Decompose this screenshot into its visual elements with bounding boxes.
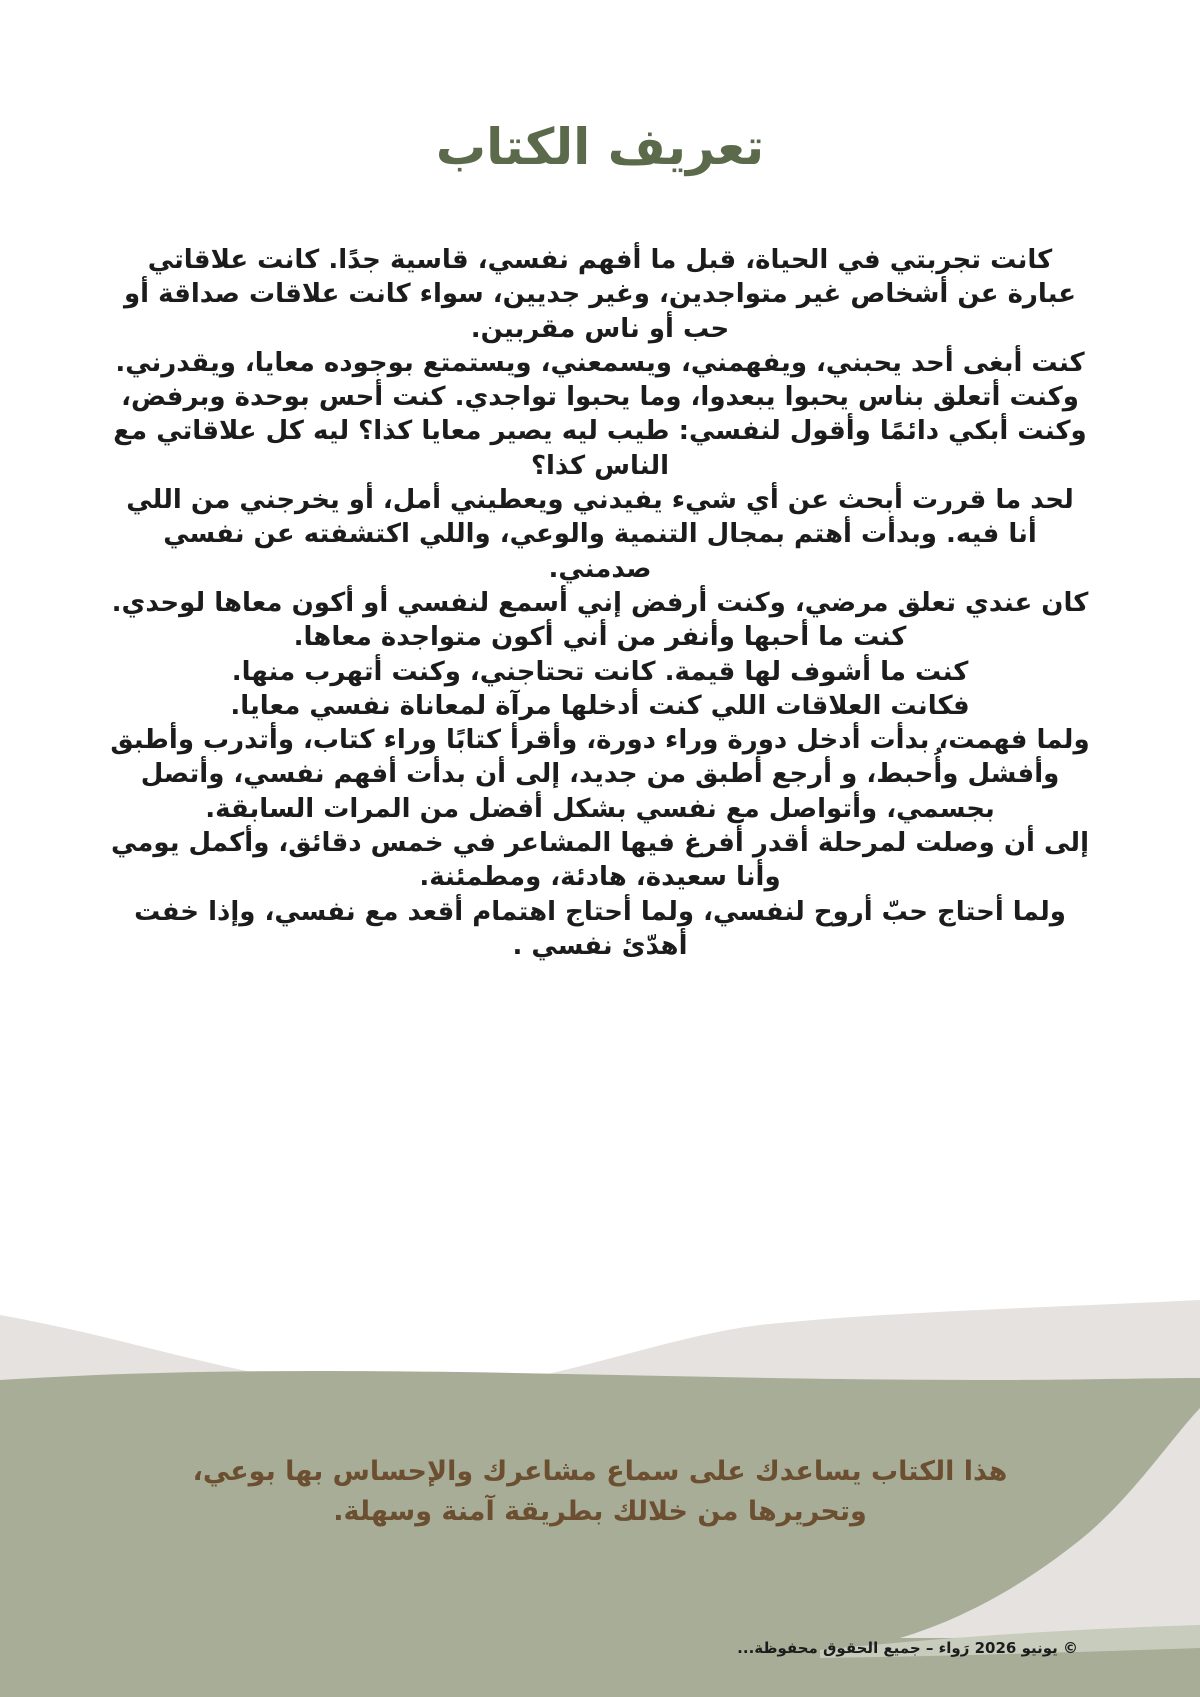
- paragraph-1: كانت تجربتي في الحياة، قبل ما أفهم نفسي، قاسية جدًا. كانت علاقاتي عبارة عن أشخاص غير متواجدين، وغير جديين، سواء كانت علاقات صداقة أو حب أو ناس مقربين.: [123, 245, 1077, 344]
- paragraph-8: إلى أن وصلت لمرحلة أقدر أفرغ فيها المشاعر في خمس دقائق، وأكمل يومي وأنا سعيدة، هادئة، ومطمئنة.: [111, 828, 1089, 893]
- paragraph-9: ولما أحتاج حبّ أروح لنفسي، ولما أحتاج اهتمام أقعد مع نفسي، وإذا خفت أهدّئ نفسي .: [134, 896, 1066, 961]
- copyright-notice: © يونيو 2026 رَواء – جميع الحقوق محفوظة...: [737, 1639, 1078, 1657]
- tagline-line-2: وتحريرها من خلالك بطريقة آمنة وسهلة.: [333, 1496, 867, 1527]
- paragraph-2: كنت أبغى أحد يحبني، ويفهمني، ويسمعني، ويستمتع بوجوده معايا، ويقدرني. وكنت أتعلق بناس يحبوا يبعدوا، وما يحبوا تواجدي. كنت أحس بوحدة وبرفض، وكنت أبكي دائمًا وأقول لنفسي: طيب ليه يصير معايا كذا؟ ليه كل علاقاتي مع الناس كذا؟: [113, 347, 1087, 481]
- paragraph-7: ولما فهمت، بدأت أدخل دورة وراء دورة، وأقرأ كتابًا وراء كتاب، وأتدرب وأطبق وأفشل وأُحبط، و أرجع أطبق من جديد، إلى أن بدأت أفهم نفسي، وأتصل بجسمي، وأتواصل مع نفسي بشكل أفضل من المرات السابقة.: [110, 725, 1090, 824]
- paragraph-5: كنت ما أشوف لها قيمة. كانت تحتاجني، وكنت أتهرب منها.: [231, 656, 969, 687]
- paragraph-6: فكانت العلاقات اللي كنت أدخلها مرآة لمعاناة نفسي معايا.: [230, 690, 970, 721]
- paragraph-3: لحد ما قررت أبحث عن أي شيء يفيدني ويعطيني أمل، أو يخرجني من اللي أنا فيه. وبدأت أهتم بمجال التنمية والوعي، واللي اكتشفته عن نفسي صدمني.: [126, 485, 1074, 584]
- body-text: [110, 243, 1090, 963]
- paragraph-4: كان عندي تعلق مرضي، وكنت أرفض إني أسمع لنفسي أو أكون معاها لوحدي. كنت ما أحبها وأنفر من أني أكون متواجدة معاها.: [111, 587, 1089, 653]
- page-title: تعريف الكتاب: [435, 118, 765, 176]
- tagline-line-1: هذا الكتاب يساعدك على سماع مشاعرك والإحساس بها بوعي،: [192, 1456, 1008, 1487]
- tagline: [110, 1452, 1090, 1532]
